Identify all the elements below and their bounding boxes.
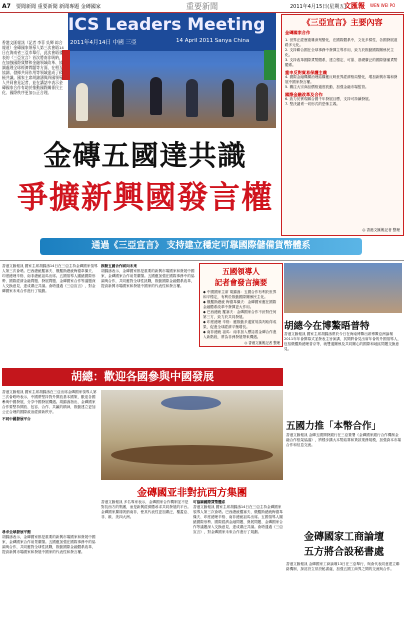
sanya-agree-text: 香港文匯報訊 多名專家表示，金磚國家合作機制並不是對抗西方的集團，而是新興經濟體尋求共同發展的平台。金磚國家擴員吸納南非，使其代表性更加廣泛，覆蓋亞、非、歐、美四大洲。 — [101, 500, 191, 519]
page-number: A7 — [2, 3, 11, 10]
sanya-declaration-box — [281, 14, 404, 236]
leaders-remarks-box — [199, 263, 283, 347]
sanya-subhead: 國際金融改革及合作 — [285, 92, 323, 97]
hero-banner — [68, 13, 276, 51]
leaders-source: ◎ 香港文匯報記者 整理 — [244, 341, 280, 345]
banner-date-en: 14 April 2011 Sanya China — [176, 38, 250, 44]
sanya-intro: 金磚國家合作 — [285, 30, 311, 35]
sanya-subhead: 重申反對貿易保護主義 — [285, 70, 327, 75]
headline-primary: 金磚五國達共識 — [43, 139, 247, 172]
sanya-point: 6. 致力於實現聯合國千年發展目標，支持可持續發展。 — [285, 97, 373, 101]
body-subhead: 不同中國發展平台 — [2, 417, 31, 421]
banner-date: 2011年4月14日 中國 三亞 — [70, 40, 137, 46]
paper-name: 文匯報 — [344, 2, 365, 10]
bizforum-title1: 金磚國家工商論壇 — [304, 532, 384, 543]
sanya-point: 4. 國際金融機構治理結構應反映世界經濟格局變化，增加新興市場和發展中國家發言權。 — [285, 75, 398, 84]
date-text: 2011年4月15日(星期五) — [290, 4, 347, 10]
body-paragraph: 香港文匯報訊 國家主席胡錦濤14日在三亞主持金磚國家領導人第三次會晤。巴西總統羅塞夫、俄羅斯總統梅德韋傑夫、印度總理辛格、南非總統祖馬出席。五國領導人圍繞國際形勢、國際經濟金融問題、發展問題、金磚國家合作等議題深入交換意見，達成廣泛共識。會晤通過《三亞宣言》，對金磚國家未來合作進行了規劃。 — [193, 505, 283, 534]
headline-secondary: 爭擴新興國發言權 — [17, 180, 273, 216]
body-paragraph: 胡錦濤表示，金磚國家都是重要的新興市場國家和發展中國家，金磚國家合作前景廣闊。五國應加強在國際事務中的協調與合作，共同應對全球性挑戰，推動國際金融體系改革，提高新興市場國家和發展中國家的代表性和發言權。 — [101, 269, 195, 288]
section-nav: 要聞新聞 重要新聞 新聞專題 金磚國家 — [16, 4, 101, 10]
body-paragraph: 胡錦濤表示，金磚國家都是重要的新興市場國家和發展中國家，金磚國家合作前景廣闊。五國應加強在國際事務中的協調與合作，共同應對全球性挑戰，推動國際金融體系改革，提高新興市場國家和發展中國家的代表性和發言權。 — [2, 535, 96, 554]
subheadline-bar — [40, 238, 362, 255]
bizforum-box — [286, 528, 402, 558]
leader-remark: ◆ 巴西總統 羅塞夫：金磚國家合作不針對任何第三方，致力於共同發展。 — [203, 310, 277, 319]
paper-name-en: WEN WEI PO — [370, 3, 396, 8]
divider — [0, 260, 404, 261]
leader-remark: ◆ 中國國家主席 胡錦濤：五國合作有利於世界和平穩定，有利於推動國際關係民主化。 — [203, 290, 277, 299]
body-column-2 — [101, 264, 197, 350]
hu-welcome-bar — [2, 368, 283, 386]
conference-photo — [101, 390, 283, 480]
sanya-point: 1. 世界正經歷複雜深刻變化，在國際體系中，文化多樣性，各國發展道路多元化。 — [285, 38, 398, 47]
body-paragraph: 香港文匯報訊 國家主席胡錦濤在三亞出席金磚國家領導人第三次會晤時表示，中國將堅持對外開放基本國策，歡迎各國參與中國發展，分享中國發展機遇。胡錦濤指出，金磚國家合作要堅持開放、包容、合作、共贏的精神，推動建立更加公正合理的國際政治經濟新秩序。 — [2, 390, 97, 414]
leaders-list — [203, 290, 279, 342]
banner-text: ICS Leaders Meeting — [68, 15, 266, 35]
body-subhead: 可協調國際貨幣體系 — [193, 500, 226, 504]
leaders-title1: 五國領導人 — [222, 267, 260, 276]
body-column-1 — [2, 264, 98, 350]
five-power-title: 五國力推「本幣合作」 — [286, 421, 382, 432]
page-header — [0, 0, 404, 13]
leader-remark: ◆ 印度總理 辛格：應推動多邊貿易談判取得成果，促進全球經濟平衡增長。 — [203, 320, 277, 329]
five-power-text: 香港文匯報訊 金磚五國開發銀行在三亞簽署《金磚國家銀行合作機制金融合作框架協議》，將穩步擴大本幣結算和貸款業務規模，加強資本市場合作和信息交流。 — [286, 433, 401, 447]
sanya-point-list — [285, 38, 400, 107]
subheadline: 通過《三亞宣言》 支持建立穩定可靠國際儲備貨幣體系 — [91, 241, 311, 251]
hu-welcome-title: 胡總：歡迎各國參與中國發展 — [71, 370, 214, 383]
sanya-point: 7. 堅決譴責一切形式的恐怖主義。 — [285, 102, 340, 106]
sanya-source: ◎ 香港文匯報記者 整理 — [362, 228, 400, 232]
hu-meeting-text: 香港文匯報訊 國家主席胡錦濤將於今日在海南博鰲出席博鰲亞洲論壇2011年年會開幕式並發表主旨演講，其間將會見出席年會的外國領導人，包括俄羅斯總理普京等，就雙邊關係及共同關心的國際和地區問題交換意見。 — [284, 332, 401, 351]
hu-welcome-text — [2, 390, 98, 530]
leader-remark: ◆ 俄羅斯總統 梅德韋傑夫：金磚國家應在國際金融體系改革中發揮更大作用。 — [203, 300, 277, 309]
sanya-point: 5. 關注大宗商品價格過度波動，加強金融市場監管。 — [285, 85, 369, 89]
body-subhead: 尋求全球發展平衡 — [2, 530, 31, 534]
body-paragraph: 香港文匯報訊 國家主席胡錦濤14日在三亞主持金磚國家領導人第三次會晤。巴西總統羅塞夫、俄羅斯總統梅德韋傑夫、印度總理辛格、南非總統祖馬出席。五國領導人圍繞國際形勢、國際經濟金融問題、發展問題、金磚國家合作等議題深入交換意見，達成廣泛共識。會晤通過《三亞宣言》，對金磚國家未來合作進行了規劃。 — [2, 264, 98, 293]
masthead-center: 重要新聞 — [186, 2, 218, 11]
leaders-title2: 記者會發言摘要 — [214, 278, 268, 287]
bizforum-text: 香港文匯報訊 金磚國家工商論壇13日在三亞舉行，與會代表同意建立聯絡機制，探討設立常設秘書處，加強五國工商界之間的交流與合作。 — [286, 562, 400, 571]
hero-photo — [68, 13, 276, 128]
sanya-point: 2. 支持聯合國在全球事務中發揮主導作用，致力於推動國際關係民主化。 — [285, 48, 394, 57]
hu-welcome-text-2 — [2, 530, 98, 620]
sanya-title: 《三亞宣言》主要內容 — [302, 17, 383, 27]
sanya-point: 3. 支持改革國際貨幣體系，建立穩定、可靠、基礎廣泛的國際儲備貨幣體系。 — [285, 58, 398, 67]
flag-right — [264, 50, 276, 80]
hero-caption: 香港文匯報訊（記者 李菲 吳輝 綜合報道）金磚國家領導人第三次會晤14日在海南省三亞市舉行，此次會晤發表的《三亞宣言》首次將南非吸納，在加強國際貨幣和金融領域改革、協調處理全球經濟問題等方面，在相互協調、發揮共同作用等領域達成了積極共識。國家主席胡錦濤與四國領導人共同會見記者，並在講話中表示金磚國家合作有助於推動國際關係民主化、國際秩序更加公正合理。 — [2, 40, 64, 95]
bizforum-title2: 五方將合設秘書處 — [304, 547, 384, 558]
sanya-agree-title: 金磚國亚非對抗西方集團 — [137, 488, 247, 499]
hu-photo — [284, 263, 402, 313]
sanya-agree-text-2 — [193, 500, 283, 620]
hu-meeting-title: 胡總今在博鰲晤普特 — [284, 321, 370, 332]
leader-remark: ◆ 南非總統 祖馬：南非加入標誌着金磚合作進入新階段，將為非洲發展帶來機遇。 — [203, 330, 277, 339]
body-subhead: 推動五國合作面向未來 — [101, 264, 137, 268]
